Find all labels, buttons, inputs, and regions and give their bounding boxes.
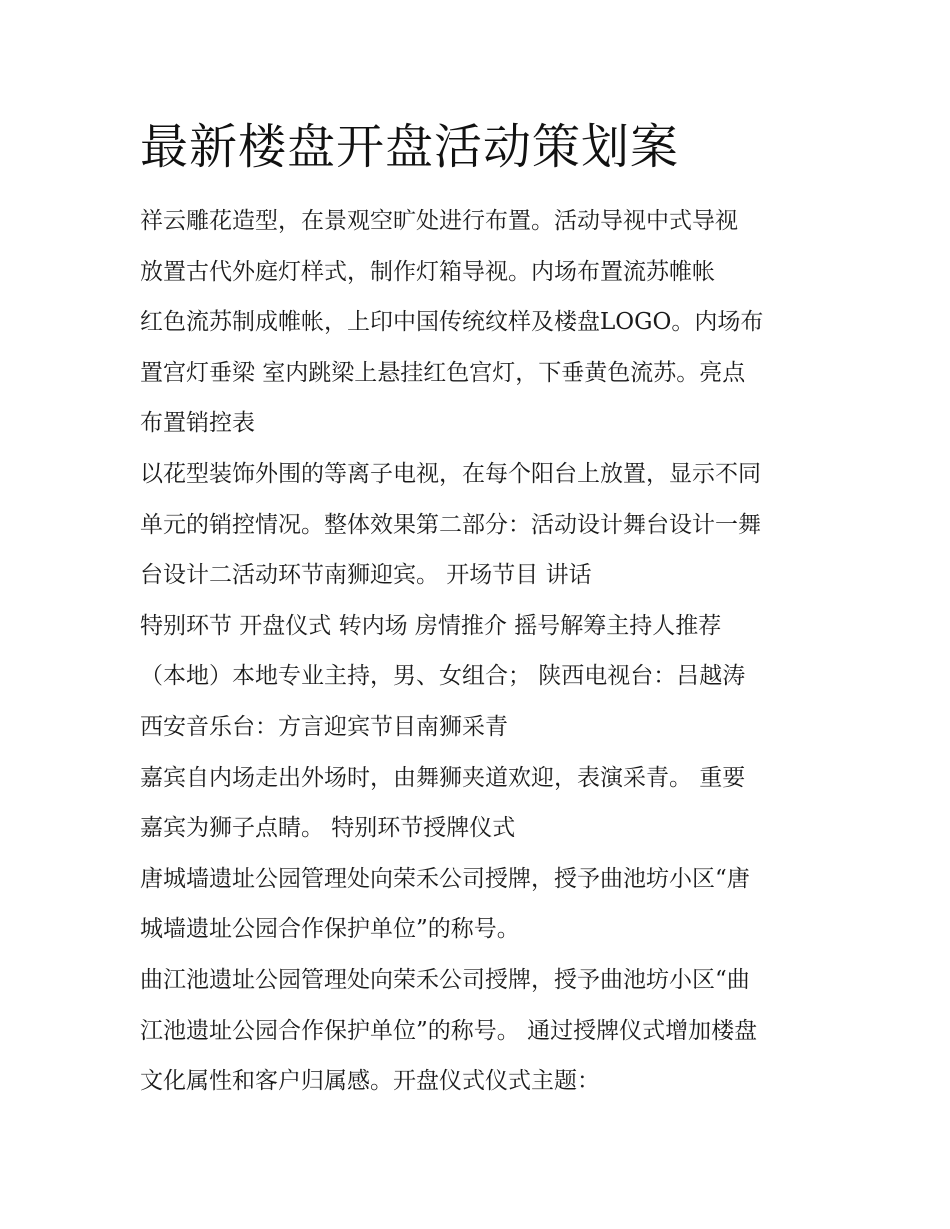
body-line: 以花型装饰外围的等离子电视，在每个阳台上放置，显示不同 <box>140 460 761 487</box>
body-line: 城墙遗址公园合作保护单位”的称号。 <box>140 916 520 943</box>
body-line: 唐城墙遗址公园管理处向荣禾公司授牌，授予曲池坊小区“唐 <box>140 865 750 892</box>
body-line: 嘉宾自内场走出外场时，由舞狮夹道欢迎，表演采青。 重要 <box>140 764 746 791</box>
body-line: 红色流苏制成帷帐，上印中国传统纹样及楼盘LOGO。内场布 <box>140 309 764 336</box>
body-line: 祥云雕花造型，在景观空旷处进行布置。活动导视中式导视 <box>140 208 738 234</box>
body-line: 嘉宾为狮子点睛。 特别环节授牌仪式 <box>140 815 516 842</box>
document-title: 最新楼盘开盘活动策划案 <box>140 119 680 175</box>
body-line: 江池遗址公园合作保护单位”的称号。 通过授牌仪式增加楼盘 <box>140 1017 758 1044</box>
body-line: 文化属性和客户归属感。开盘仪式仪式主题： <box>140 1068 600 1095</box>
body-line: 曲江池遗址公园管理处向荣禾公司授牌，授予曲池坊小区“曲 <box>140 966 750 993</box>
body-line: 单元的销控情况。整体效果第二部分：活动设计舞台设计一舞 <box>140 511 761 538</box>
body-line: 特别环节 开盘仪式 转内场 房情推介 摇号解筹主持人推荐 <box>140 612 722 639</box>
body-line: 布置销控表 <box>140 410 255 437</box>
body-line: 置宫灯垂梁 室内跳梁上悬挂红色宫灯，下垂黄色流苏。亮点 <box>140 359 746 386</box>
body-line: （本地）本地专业主持，男、女组合； 陕西电视台：吕越涛 <box>140 663 746 690</box>
body-line: 放置古代外庭灯样式，制作灯箱导视。内场布置流苏帷帐 <box>140 258 715 285</box>
body-line: 台设计二活动环节南狮迎宾。 开场节目 讲话 <box>140 562 592 589</box>
document-body <box>140 196 830 1107</box>
body-line: 西安音乐台：方言迎宾节目南狮采青 <box>140 713 508 740</box>
